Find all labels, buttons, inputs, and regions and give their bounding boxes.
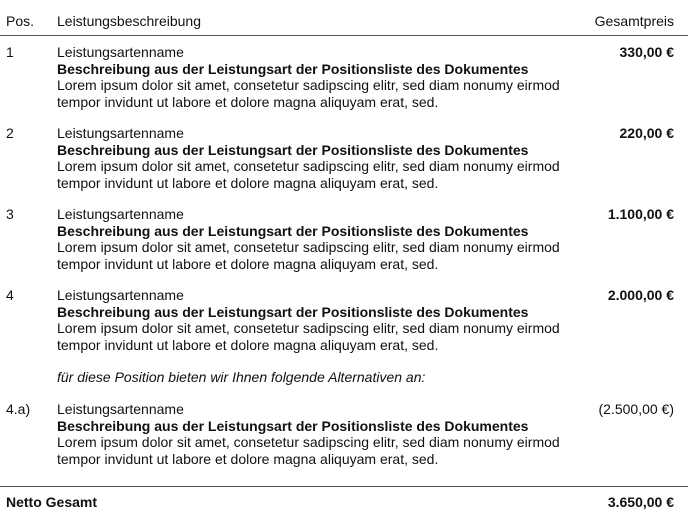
position-title: Beschreibung aus der Leistungsart der Positionsliste des Dokumentes [57, 60, 529, 77]
table-header [0, 0, 688, 36]
position-body-text: Lorem ipsum dolor sit amet, consetetur sadipscing elitr, sed diam nonumy eirmod tempor invidunt ut labore et dolore magna aliquyam erat, sed. [57, 320, 560, 353]
position-price: 220,00 € [619, 125, 674, 141]
position-title: Beschreibung aus der Leistungsart der Positionsliste des Dokumentes [57, 141, 529, 158]
position-number: 1 [6, 44, 14, 60]
net-total-value: 3.650,00 € [607, 494, 674, 510]
alternatives-note: für diese Position bieten wir Ihnen folgende Alternativen an: [57, 369, 426, 385]
position-price: 1.100,00 € [607, 206, 674, 222]
position-row [0, 206, 688, 276]
position-number: 4 [6, 287, 14, 303]
position-body-text: Lorem ipsum dolor sit amet, consetetur sadipscing elitr, sed diam nonumy eirmod tempor invidunt ut labore et dolore magna aliquyam erat, sed. [57, 158, 560, 191]
alternative-title: Beschreibung aus der Leistungsart der Positionsliste des Dokumentes [57, 417, 529, 434]
service-type-name: Leistungsartenname [57, 401, 184, 417]
service-type-name: Leistungsartenname [57, 125, 184, 141]
column-header-total-price: Gesamtpreis [594, 13, 674, 29]
position-description [57, 44, 577, 110]
position-title: Beschreibung aus der Leistungsart der Positionsliste des Dokumentes [57, 303, 529, 320]
service-type-name: Leistungsartenname [57, 287, 184, 303]
position-number: 3 [6, 206, 14, 222]
position-row [0, 287, 688, 357]
position-number: 2 [6, 125, 14, 141]
column-header-pos: Pos. [6, 13, 35, 29]
position-price: 330,00 € [619, 44, 674, 60]
position-description [57, 287, 577, 353]
alternative-body-text: Lorem ipsum dolor sit amet, consetetur sadipscing elitr, sed diam nonumy eirmod tempor invidunt ut labore et dolore magna aliquyam erat, sed. [57, 434, 560, 467]
position-body-text: Lorem ipsum dolor sit amet, consetetur sadipscing elitr, sed diam nonumy eirmod tempor invidunt ut labore et dolore magna aliquyam erat, sed. [57, 77, 560, 110]
net-total-label: Netto Gesamt [6, 494, 98, 510]
position-row [0, 44, 688, 114]
position-price: 2.000,00 € [607, 287, 674, 303]
service-type-name: Leistungsartenname [57, 206, 184, 222]
alternative-position-row [0, 401, 688, 471]
total-divider [0, 486, 688, 487]
position-row [0, 125, 688, 195]
service-type-name: Leistungsartenname [57, 44, 184, 60]
position-body-text: Lorem ipsum dolor sit amet, consetetur sadipscing elitr, sed diam nonumy eirmod tempor invidunt ut labore et dolore magna aliquyam erat, sed. [57, 239, 560, 272]
alternative-position-number: 4.a) [6, 401, 31, 417]
column-header-description: Leistungsbeschreibung [57, 13, 201, 29]
position-description [57, 206, 577, 272]
position-title: Beschreibung aus der Leistungsart der Positionsliste des Dokumentes [57, 222, 529, 239]
alternative-price: (2.500,00 €) [598, 401, 674, 417]
alternative-description [57, 401, 577, 467]
position-description [57, 125, 577, 191]
